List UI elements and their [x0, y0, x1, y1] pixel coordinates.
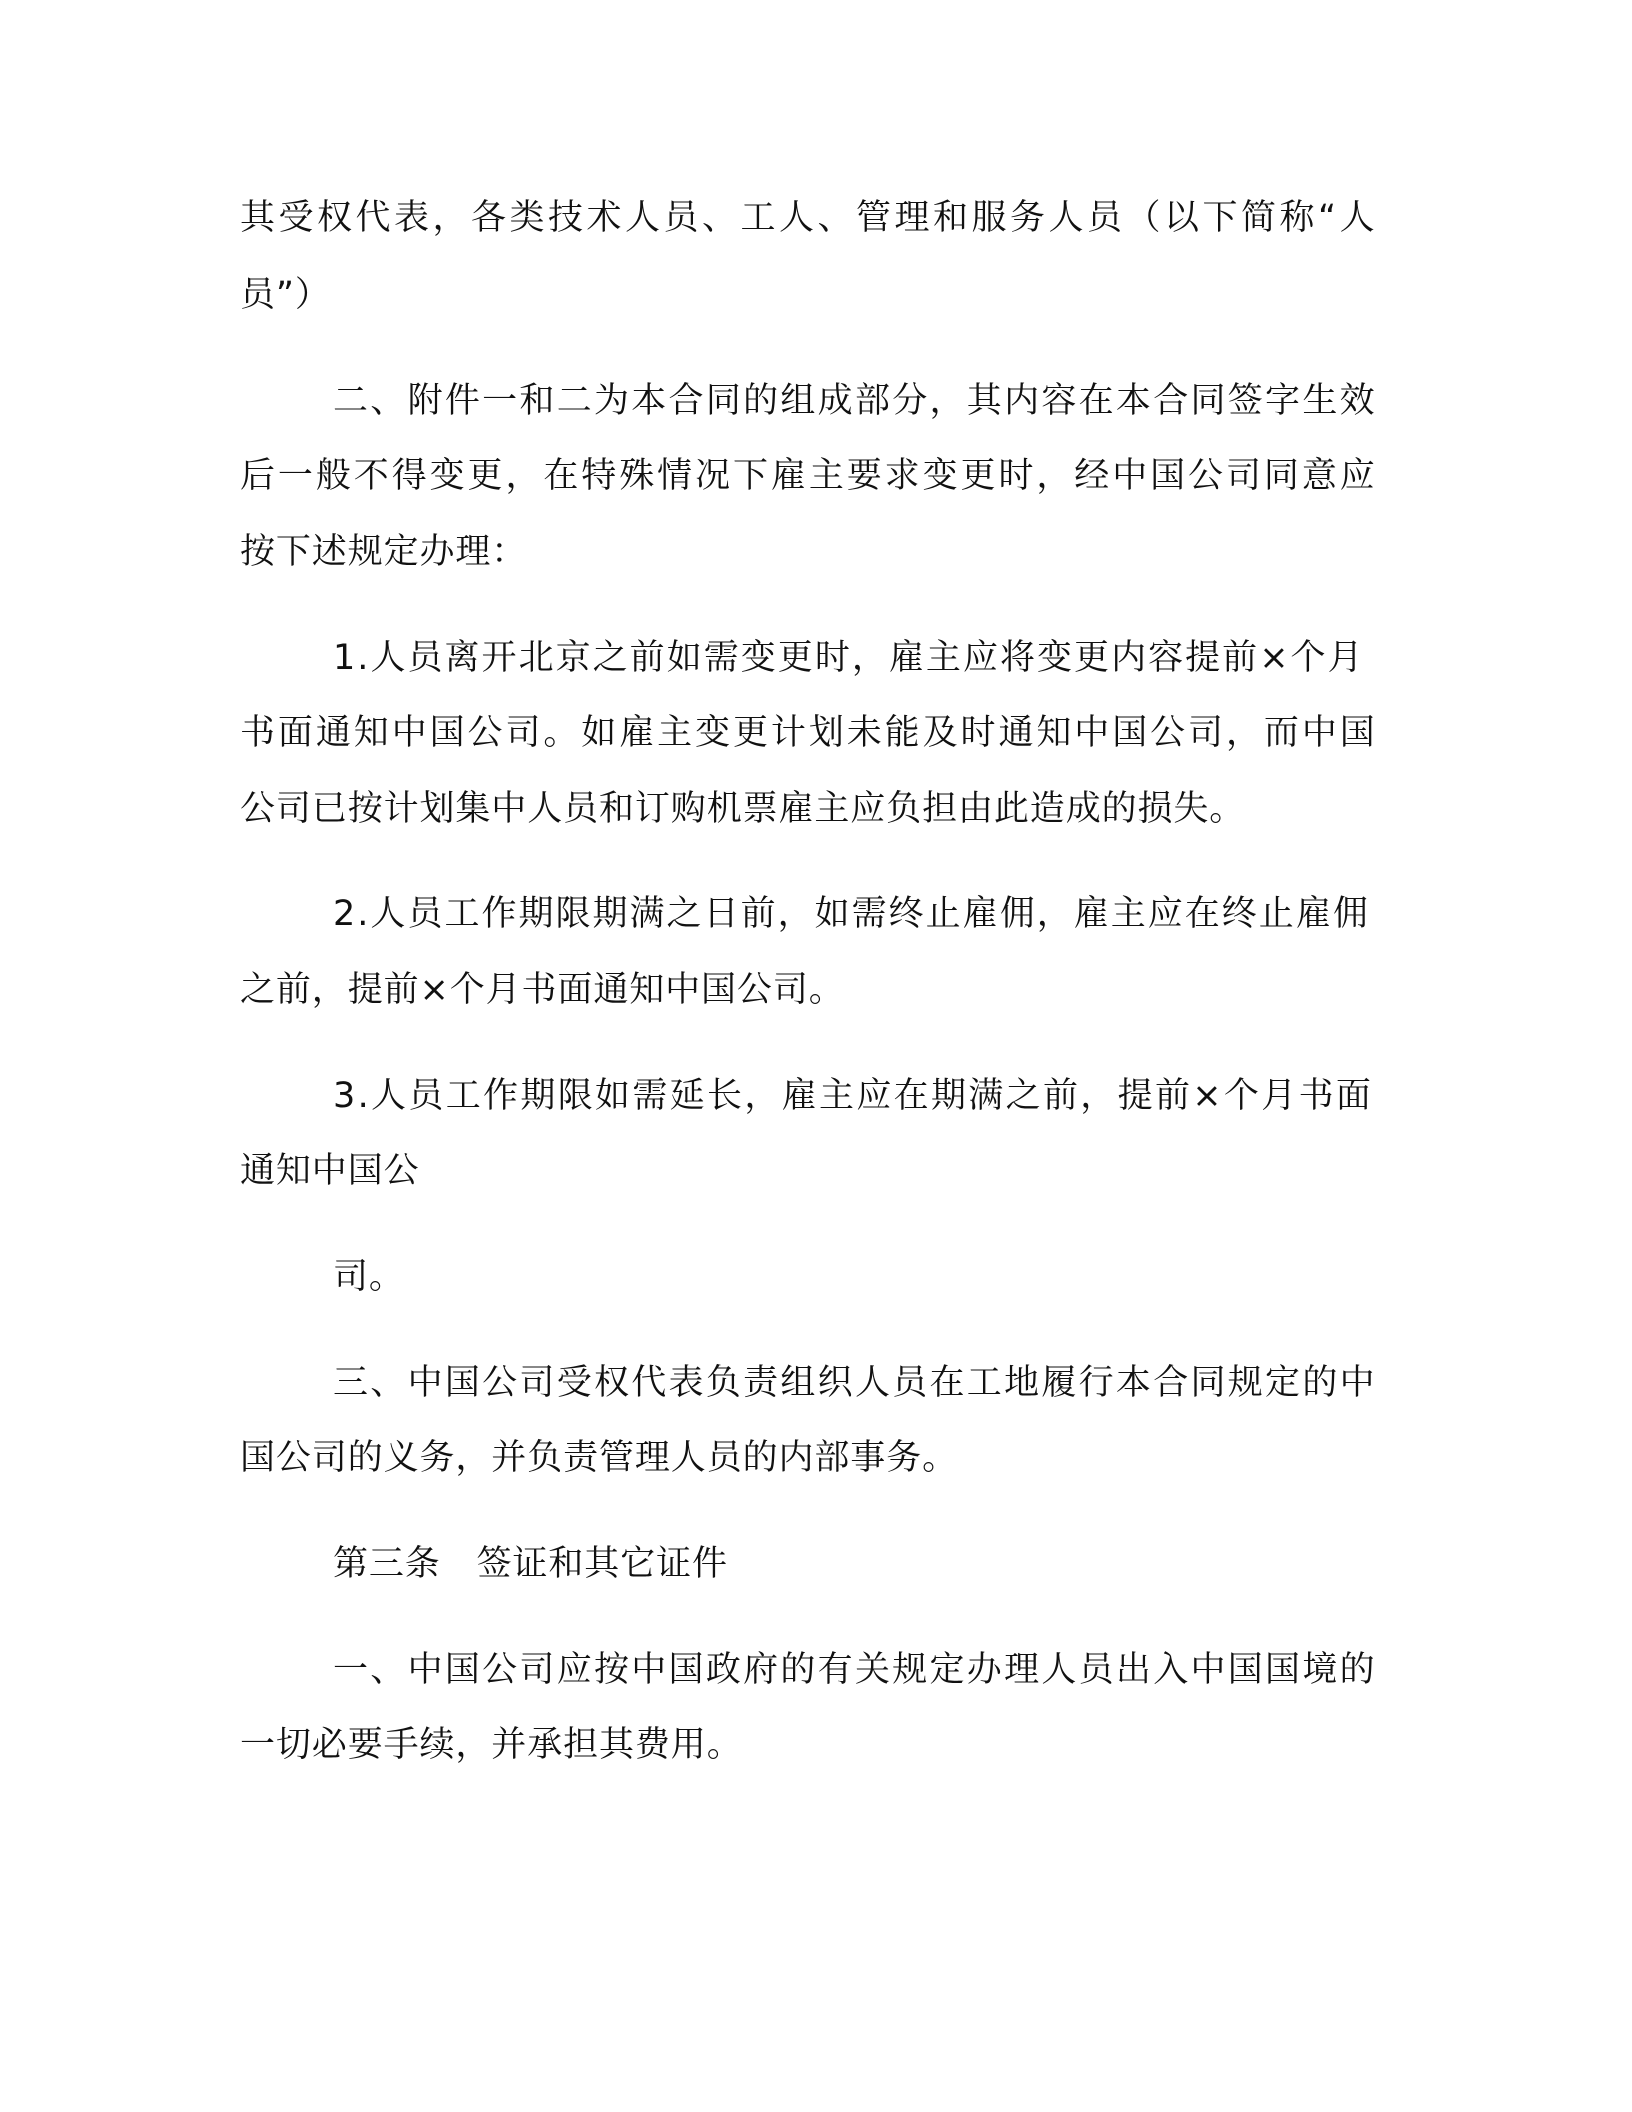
paragraph-line: 一切必要手续，并承担其费用。	[240, 1725, 743, 1765]
paragraph-line: 一 、 中 国 公 司 应 按 中 国 政 府 的 有 关 规 定 办 理 人 员 出 入 中 国 国 境 的	[333, 1650, 1375, 1690]
section-heading: 第三条 签证和其它证件	[333, 1544, 728, 1584]
paragraph-line: 员”）	[240, 275, 331, 315]
paragraph-line: 其 受 权 代 表 ， 各 类 技 术 人 员 、 工 人 、 管 理 和 服 务 人 员 （ 以 下 简 称 “ 人	[240, 198, 1375, 238]
paragraph-line: 后 一 般 不 得 变 更 ， 在 特 殊 情 况 下 雇 主 要 求 变 更 时 ， 经 中 国 公 司 同 意 应	[240, 456, 1375, 496]
paragraph-line: 按下述规定办理：	[240, 532, 528, 572]
paragraph-line: 通知中国公	[240, 1151, 420, 1191]
paragraph-line: 3 . 人 员 工 作 期 限 如 需 延 长 ， 雇 主 应 在 期 满 之 前 ， 提 前 × 个 月 书 面	[333, 1076, 1371, 1116]
paragraph-line: 三 、 中 国 公 司 受 权 代 表 负 责 组 织 人 员 在 工 地 履 行 本 合 同 规 定 的 中	[333, 1363, 1375, 1403]
paragraph-line: 2 . 人 员 工 作 期 限 期 满 之 日 前 ， 如 需 终 止 雇 佣 ， 雇 主 应 在 终 止 雇 佣	[333, 894, 1368, 934]
paragraph-line: 司。	[333, 1257, 405, 1297]
paragraph-line: 二 、 附 件 一 和 二 为 本 合 同 的 组 成 部 分 ， 其 内 容 在 本 合 同 签 字 生 效	[333, 381, 1375, 421]
paragraph-line: 之前，提前×个月书面通知中国公司。	[240, 970, 845, 1010]
paragraph-line: 国公司的义务，并负责管理人员的内部事务。	[240, 1438, 959, 1478]
paragraph-line: 1 . 人 员 离 开 北 京 之 前 如 需 变 更 时 ， 雇 主 应 将 变 更 内 容 提 前 × 个 月	[333, 638, 1363, 678]
paragraph-line: 公司已按计划集中人员和订购机票雇主应负担由此造成的损失。	[240, 789, 1246, 829]
paragraph-line: 书 面 通 知 中 国 公 司 。 如 雇 主 变 更 计 划 未 能 及 时 通 知 中 国 公 司 ， 而 中 国	[240, 713, 1375, 753]
